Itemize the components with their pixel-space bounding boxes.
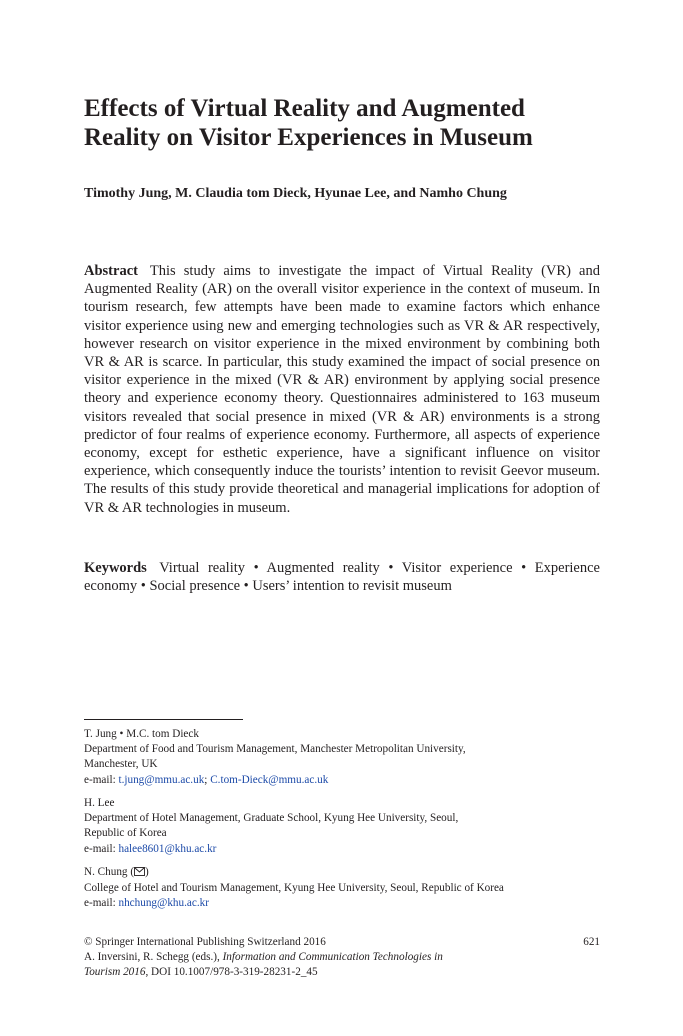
affiliation-3 (84, 865, 604, 912)
affiliation-department: College of Hotel and Tourism Management, Kyung Hee University, Seoul, Republic of Korea (84, 882, 504, 895)
email-link-jung[interactable]: t.jung@mmu.ac.uk (118, 773, 205, 786)
email-separator: ; (204, 773, 211, 786)
doi-text: , DOI 10.1007/978-3-319-28231-2_45 (145, 966, 318, 979)
affiliation-names: H. Lee (84, 797, 115, 809)
book-title-part-2: Tourism 2016 (84, 966, 146, 979)
email-link-tom-dieck[interactable]: C.tom-Dieck@mmu.ac.uk (210, 773, 329, 786)
title-line-2: Reality on Visitor Experiences in Museum (84, 124, 533, 151)
affiliation-department: Department of Hotel Management, Graduate School, Kyung Hee University, Seoul, (84, 812, 459, 825)
title-line-1: Effects of Virtual Reality and Augmented (84, 95, 525, 122)
citation-line-1 (84, 950, 600, 965)
abstract (84, 262, 600, 517)
page-number: 621 (583, 936, 600, 948)
citation-editors: A. Inversini, R. Schegg (eds.), (84, 951, 223, 964)
affiliation-email-line (84, 842, 604, 857)
affiliation-names: N. Chung (84, 866, 128, 878)
affiliation-department: Department of Food and Tourism Management, Manchester Metropolitan University, (84, 743, 466, 756)
email-label: e-mail: (84, 842, 119, 855)
affiliation-location: Republic of Korea (84, 827, 167, 840)
affiliation-email-line (84, 896, 604, 911)
abstract-text: This study aims to investigate the impact of Virtual Reality (VR) and Augmented Reality (AR) on the overall visitor experience in the context of museum. In tourism research, few attempts have been made to examine factors which enhance visitor experience using new and emerging technologies such as VR & AR respectively, however research on visitor experience in the mixed environment by combining both VR & AR is scarce. In particular, this study examined the impact of social presence on visitor experience in the mixed (VR & AR) environment by applying social presence theory and experience economy theory. Questionnaires administered to 163 museum visitors revealed that social presence in mixed (VR & AR) environments is a strong predictor of four realms of experience economy. Furthermore, all aspects of experience economy, except for esthetic experience, have a significant influence on visitor experience, which consequently induce the tourists’ intention to revisit Geevor museum. The results of this study provide theoretical and managerial implications for adoption of VR & AR technologies in museum. (84, 263, 600, 516)
envelope-icon (134, 866, 145, 881)
paper-title (84, 94, 624, 152)
keywords-label: Keywords (84, 560, 147, 576)
affiliation-location: Manchester, UK (84, 758, 158, 771)
affiliation-2 (84, 796, 604, 857)
keywords-text: Virtual reality • Augmented reality • Visitor experience • Experience economy • Social presence • Users’ intention to revisit museum (84, 560, 600, 595)
affiliation-names: T. Jung • M.C. tom Dieck (84, 728, 199, 740)
citation-line-2 (84, 965, 600, 980)
footer-copyright-row (84, 935, 600, 950)
footnote-divider (84, 719, 243, 720)
email-label: e-mail: (84, 897, 119, 910)
email-link-chung[interactable]: nhchung@khu.ac.kr (118, 897, 209, 910)
affiliation-email-line (84, 773, 604, 788)
publication-footer (84, 935, 600, 981)
affiliation-names-line: N. Chung ( ) (84, 865, 604, 881)
author-list: Timothy Jung, M. Claudia tom Dieck, Hyunae Lee, and Namho Chung (84, 186, 507, 201)
copyright-notice: © Springer International Publishing Switzerland 2016 (84, 936, 326, 948)
affiliation-1 (84, 727, 604, 788)
abstract-label: Abstract (84, 263, 138, 279)
email-link-lee[interactable]: halee8601@khu.ac.kr (118, 842, 217, 855)
email-label: e-mail: (84, 773, 119, 786)
keywords (84, 559, 600, 595)
book-title-part-1: Information and Communication Technologies in (222, 951, 443, 964)
